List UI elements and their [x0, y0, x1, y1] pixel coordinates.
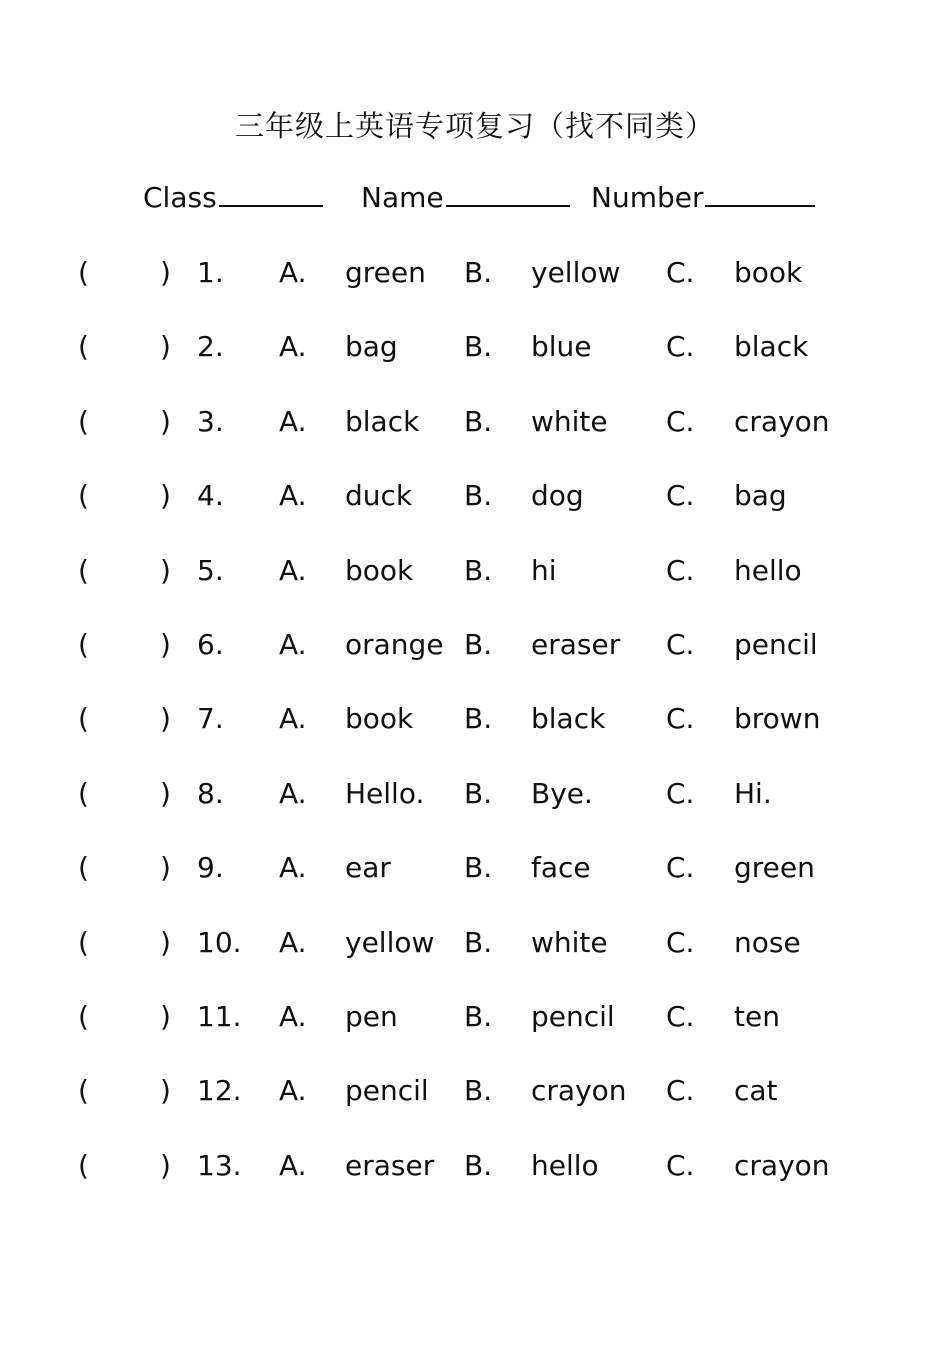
answer-paren-close: ) — [160, 1074, 171, 1108]
answer-paren-close: ) — [160, 851, 171, 885]
option-letter-c: C. — [666, 851, 695, 885]
question-row — [0, 843, 950, 917]
option-b: pencil — [531, 999, 615, 1033]
option-b: blue — [531, 330, 592, 364]
option-c: green — [734, 851, 815, 885]
class-blank[interactable] — [219, 177, 323, 207]
answer-paren-open[interactable]: ( — [78, 256, 89, 289]
name-field — [361, 176, 570, 220]
option-c: nose — [734, 925, 801, 959]
class-label: Class — [143, 181, 217, 214]
option-a: book — [345, 553, 414, 587]
option-letter-a: A. — [279, 776, 307, 810]
question-number: 11. — [197, 999, 242, 1033]
question-number: 9. — [197, 851, 224, 885]
answer-paren-open[interactable]: ( — [78, 553, 89, 587]
answer-paren-close: ) — [160, 256, 171, 289]
answer-paren-open[interactable]: ( — [78, 1074, 89, 1108]
option-b: face — [531, 851, 591, 885]
question-number: 4. — [197, 479, 224, 513]
question-number: 10. — [197, 925, 242, 959]
answer-paren-close: ) — [160, 999, 171, 1033]
answer-paren-open[interactable]: ( — [78, 776, 89, 810]
option-a: ear — [345, 851, 391, 885]
option-letter-c: C. — [666, 404, 695, 438]
name-label: Name — [361, 181, 444, 214]
option-c: cat — [734, 1074, 778, 1108]
option-c: brown — [734, 702, 821, 736]
question-number: 13. — [197, 1148, 242, 1182]
student-info-row — [0, 176, 950, 220]
option-letter-b: B. — [464, 330, 493, 364]
option-letter-c: C. — [666, 702, 695, 736]
answer-paren-close: ) — [160, 925, 171, 959]
option-letter-a: A. — [279, 627, 307, 661]
answer-paren-open[interactable]: ( — [78, 999, 89, 1033]
option-a: green — [345, 256, 426, 289]
option-letter-b: B. — [464, 256, 493, 289]
number-blank[interactable] — [705, 177, 815, 207]
question-row — [0, 322, 950, 396]
option-c: ten — [734, 999, 780, 1033]
option-a: pen — [345, 999, 398, 1033]
option-c: black — [734, 330, 809, 364]
question-row — [0, 1066, 950, 1140]
option-c: pencil — [734, 627, 818, 661]
question-number: 3. — [197, 404, 224, 438]
answer-paren-close: ) — [160, 776, 171, 810]
option-letter-a: A. — [279, 1074, 307, 1108]
option-a: yellow — [345, 925, 435, 959]
option-c: crayon — [734, 404, 830, 438]
answer-paren-open[interactable]: ( — [78, 479, 89, 513]
option-letter-c: C. — [666, 479, 695, 513]
question-row — [0, 1141, 950, 1215]
option-letter-b: B. — [464, 404, 493, 438]
answer-paren-open[interactable]: ( — [78, 627, 89, 661]
number-label: Number — [591, 181, 704, 214]
question-number: 1. — [197, 256, 224, 289]
option-letter-a: A. — [279, 553, 307, 587]
answer-paren-open[interactable]: ( — [78, 330, 89, 364]
option-b: white — [531, 404, 608, 438]
option-letter-b: B. — [464, 925, 493, 959]
option-letter-b: B. — [464, 479, 493, 513]
question-row — [0, 620, 950, 694]
option-letter-c: C. — [666, 925, 695, 959]
answer-paren-close: ) — [160, 553, 171, 587]
option-b: hello — [531, 1148, 599, 1182]
option-letter-c: C. — [666, 256, 695, 289]
option-b: eraser — [531, 627, 621, 661]
option-b: dog — [531, 479, 584, 513]
answer-paren-close: ) — [160, 404, 171, 438]
answer-paren-open[interactable]: ( — [78, 404, 89, 438]
question-number: 6. — [197, 627, 224, 661]
option-letter-c: C. — [666, 1074, 695, 1108]
question-number: 8. — [197, 776, 224, 810]
option-letter-b: B. — [464, 627, 493, 661]
question-row — [0, 471, 950, 545]
question-row — [0, 397, 950, 471]
question-row — [0, 248, 950, 322]
answer-paren-open[interactable]: ( — [78, 851, 89, 885]
option-a: eraser — [345, 1148, 435, 1182]
answer-paren-open[interactable]: ( — [78, 1148, 89, 1182]
answer-paren-open[interactable]: ( — [78, 925, 89, 959]
option-letter-a: A. — [279, 479, 307, 513]
question-row — [0, 694, 950, 768]
option-c: crayon — [734, 1148, 830, 1182]
option-b: hi — [531, 553, 557, 587]
option-b: black — [531, 702, 606, 736]
answer-paren-close: ) — [160, 1148, 171, 1182]
option-c: hello — [734, 553, 802, 587]
option-c: Hi. — [734, 776, 772, 810]
option-letter-a: A. — [279, 256, 307, 289]
option-letter-a: A. — [279, 851, 307, 885]
question-row — [0, 546, 950, 620]
option-letter-b: B. — [464, 851, 493, 885]
option-a: Hello. — [345, 776, 425, 810]
option-c: book — [734, 256, 803, 289]
name-blank[interactable] — [446, 177, 570, 207]
option-a: book — [345, 702, 414, 736]
option-a: orange — [345, 627, 444, 661]
option-b: yellow — [531, 256, 621, 289]
option-a: duck — [345, 479, 413, 513]
number-field — [591, 176, 815, 220]
option-letter-c: C. — [666, 776, 695, 810]
question-number: 12. — [197, 1074, 242, 1108]
question-number: 7. — [197, 702, 224, 736]
option-letter-a: A. — [279, 999, 307, 1033]
option-letter-b: B. — [464, 776, 493, 810]
option-letter-c: C. — [666, 999, 695, 1033]
answer-paren-close: ) — [160, 627, 171, 661]
option-c: bag — [734, 479, 787, 513]
option-letter-a: A. — [279, 925, 307, 959]
option-letter-c: C. — [666, 1148, 695, 1182]
question-list — [0, 248, 950, 1215]
option-letter-b: B. — [464, 702, 493, 736]
option-a: black — [345, 404, 420, 438]
question-row — [0, 918, 950, 992]
question-number: 2. — [197, 330, 224, 364]
answer-paren-close: ) — [160, 479, 171, 513]
option-a: bag — [345, 330, 398, 364]
option-letter-a: A. — [279, 1148, 307, 1182]
option-letter-c: C. — [666, 553, 695, 587]
option-letter-a: A. — [279, 330, 307, 364]
option-letter-a: A. — [279, 404, 307, 438]
option-letter-b: B. — [464, 553, 493, 587]
question-number: 5. — [197, 553, 224, 587]
page-title: 三年级上英语专项复习（找不同类） — [234, 109, 715, 143]
option-letter-c: C. — [666, 330, 695, 364]
option-letter-b: B. — [464, 999, 493, 1033]
option-letter-a: A. — [279, 702, 307, 736]
option-a: pencil — [345, 1074, 429, 1108]
option-b: crayon — [531, 1074, 627, 1108]
answer-paren-open[interactable]: ( — [78, 702, 89, 736]
option-letter-b: B. — [464, 1074, 493, 1108]
option-letter-b: B. — [464, 1148, 493, 1182]
option-b: white — [531, 925, 608, 959]
question-row — [0, 992, 950, 1066]
question-row — [0, 769, 950, 843]
class-field — [143, 176, 323, 220]
answer-paren-close: ) — [160, 702, 171, 736]
answer-paren-close: ) — [160, 330, 171, 364]
option-b: Bye. — [531, 776, 593, 810]
option-letter-c: C. — [666, 627, 695, 661]
